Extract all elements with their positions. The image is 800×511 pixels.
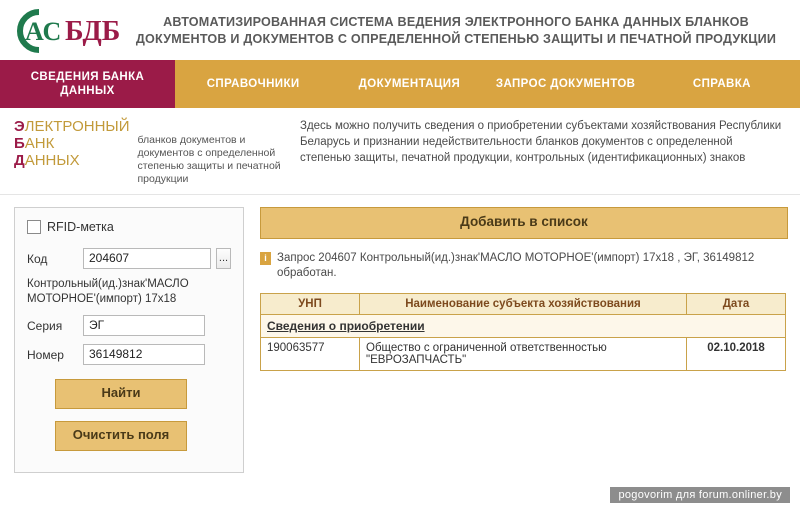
page-header (0, 0, 800, 60)
code-input[interactable] (83, 248, 211, 269)
results-panel (244, 207, 786, 473)
ebd-line-3 (14, 152, 130, 169)
nav-item-documentation[interactable]: ДОКУМЕНТАЦИЯ (358, 78, 461, 90)
info-icon: i (260, 252, 271, 265)
ebd-wordmark (14, 118, 130, 186)
number-label: Номер (27, 347, 64, 362)
page-title: АВТОМАТИЗИРОВАННАЯ СИСТЕМА ВЕДЕНИЯ ЭЛЕКТРОННОГО БАНКА ДАННЫХ БЛАНКОВ ДОКУМЕНТОВ И ДОКУМЕНТОВ С ОПРЕДЕЛЕННОЙ СТЕПЕНЬЮ ЗАЩИТЫ И ПЕЧАТНОЙ ПРОДУКЦИИ (135, 15, 777, 46)
intro-text: Здесь можно получить сведения о приобретении субъектами хозяйствования Республики Беларусь и признании недействительности бланков документов с определенной степенью защиты, печатной продукции, контрольных (идентификационных) знаков (300, 120, 782, 164)
ebd-line-1 (14, 118, 130, 135)
cell-name: Общество с ограниченной ответственностью "ЕВРОЗАПЧАСТЬ" (360, 338, 687, 371)
request-notice-text: Запрос 204607 Контрольный(ид.)знак'МАСЛО МОТОРНОЕ'(импорт) 17х18 , ЭГ, 36149812 обработан. (277, 252, 755, 279)
code-label: Код (27, 251, 48, 266)
main-content (0, 195, 800, 473)
rfid-label: RFID-метка (47, 220, 114, 234)
logo-icon (15, 8, 127, 54)
watermark: pogovorim для forum.onliner.by (610, 487, 790, 503)
nav-item-help[interactable]: СПРАВКА (692, 78, 751, 90)
ebd-description: бланков документов и документов с определенной степенью защиты и печатной продукции (137, 134, 281, 185)
results-table (260, 293, 786, 371)
column-header-date: Дата (687, 294, 786, 315)
ebd-cap-1: Э (14, 118, 25, 135)
ebd-cap-3: Д (14, 152, 25, 169)
table-row[interactable] (261, 338, 786, 371)
cell-date: 02.10.2018 (687, 338, 786, 371)
nav-item-directories[interactable]: СПРАВОЧНИКИ (206, 78, 300, 90)
znak-description: Контрольный(ид.)знак'МАСЛО МОТОРНОЕ'(импорт) 17х18 (27, 278, 189, 305)
ebd-rest-2: АНК (24, 135, 55, 152)
ebd-line-2 (14, 135, 130, 152)
section-row (261, 315, 786, 338)
column-header-unp: УНП (261, 294, 360, 315)
table-header-row (261, 294, 786, 315)
search-panel (14, 207, 244, 473)
logo (0, 8, 132, 54)
ebd-rest-1: ЛЕКТРОННЫЙ (24, 118, 130, 135)
rfid-checkbox-row[interactable] (27, 220, 231, 234)
number-input[interactable] (83, 344, 205, 365)
rfid-checkbox[interactable] (27, 220, 41, 234)
number-field-row (27, 344, 231, 365)
series-label: Серия (27, 318, 63, 333)
find-button[interactable]: Найти (55, 379, 187, 409)
results-table-head (261, 294, 786, 315)
cell-unp: 190063577 (261, 338, 360, 371)
request-notice (260, 251, 786, 281)
main-navigation (0, 60, 800, 108)
ebd-cap-2: Б (14, 135, 25, 152)
nav-item-document-request[interactable]: ЗАПРОС ДОКУМЕНТОВ (495, 78, 636, 90)
code-browse-button[interactable]: ... (216, 248, 231, 269)
results-table-body (261, 315, 786, 371)
code-field-row (27, 248, 231, 269)
series-field-row (27, 315, 231, 336)
intro-left (0, 118, 300, 186)
add-to-list-button[interactable]: Добавить в список (260, 207, 788, 239)
clear-fields-button[interactable]: Очистить поля (55, 421, 187, 451)
series-input[interactable] (83, 315, 205, 336)
nav-item-bank-data[interactable]: СВЕДЕНИЯ БАНКА ДАННЫХ (0, 60, 175, 108)
intro-band (0, 108, 800, 195)
column-header-name: Наименование субъекта хозяйствования (360, 294, 687, 315)
svg-text:АС: АС (25, 17, 62, 46)
section-title: Сведения о приобретении (261, 315, 786, 338)
ebd-rest-3: АННЫХ (24, 152, 80, 169)
svg-text:БДБ: БДБ (65, 16, 121, 47)
